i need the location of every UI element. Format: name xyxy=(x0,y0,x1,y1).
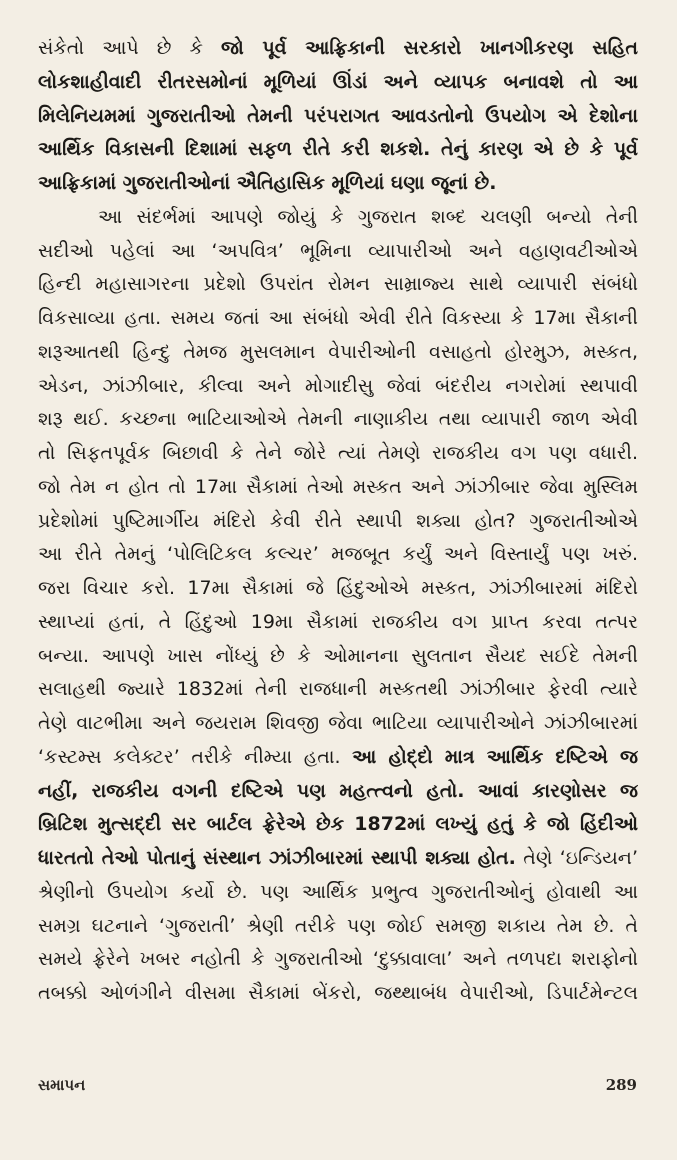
text-segment-bold: આ હોદ્દો માત્ર આર્થિક દષ્ટિએ જ xyxy=(352,745,638,768)
text-line: આ રીતે તેમનું ‘પોલિટિકલ કલ્ચર’ મજબૂત કર્યું અને વિસ્તાર્યું પણ ખરું. xyxy=(38,543,638,566)
text-line: વિકસાવ્યા હતા. સમય જતાં આ સંબંધો એવી રીતે વિકસ્યા કે 17મા સૈકાની xyxy=(38,307,638,329)
text-line: શ્રેણીનો ઉપયોગ કર્યો છે. પણ આર્થિક પ્રભુત્વ ગુજરાતીઓનું હોવાથી આ xyxy=(38,880,638,903)
running-footer-section: સમાપન xyxy=(38,1076,86,1094)
text-line: આ સંદર્ભમાં આપણે જોયું કે ગુજરાત શબ્દ ચલણી બન્યો તેની xyxy=(98,205,638,228)
text-line: બન્યા. આપણે ખાસ નોંધ્યું છે કે ઓમાનના સુલતાન સૈયદ સઈદે તેમની xyxy=(38,644,638,667)
text-line: હિન્દી મહાસાગરના પ્રદેશો ઉપરાંત રોમન સામ્રાજ્ય સાથે વ્યાપારી સંબંધો xyxy=(38,273,638,296)
text-segment: સંકેતો આપે છે કે xyxy=(38,37,222,59)
text-segment: ‘કસ્ટમ્સ કલેક્ટર’ તરીકે નીમ્યા હતા. xyxy=(38,745,353,768)
text-segment-bold: જો પૂર્વ આફ્રિકાની સરકારો ખાનગીકરણ સહિત xyxy=(221,37,638,59)
text-line: મિલેનિયમમાં ગુજરાતીઓ તેમની પરંપરાગત આવડતોનો ઉપયોગ એ દેશોના xyxy=(38,104,638,127)
text-line: આર્થિક વિકાસની દિશામાં સફળ રીતે કરી શકશે. તેનું કારણ એ છે કે પૂર્વ xyxy=(38,138,638,161)
text-line: શરૂઆતથી હિન્દુ તેમજ મુસલમાન વેપારીઓની વસાહતો હોરમુઝ, મસ્કત, xyxy=(38,340,638,363)
text-line: લોકશાહીવાદી રીતરસમોનાં મૂળિયાં ઊંડાં અને વ્યાપક બનાવશે તો આ xyxy=(38,70,638,93)
text-line: જરા વિચાર કરો. 17મા સૈકામાં જે હિંદુઓએ મસ્કત, ઝાંઝીબારમાં મંદિરો xyxy=(38,577,638,599)
page-number: 289 xyxy=(605,1076,637,1094)
text-line: પ્રદેશોમાં પુષ્ટિમાર્ગીય મંદિરો કેવી રીતે સ્થાપી શક્યા હોત? ગુજરાતીઓએ xyxy=(38,509,638,532)
text-line xyxy=(38,842,638,876)
text-line: સ્થાપ્યાં હતાં, તે હિંદુઓ 19મા સૈકામાં રાજકીય વગ પ્રાપ્ત કરવા તત્પર xyxy=(38,610,638,633)
text-line: તબક્કો ઓળંગીને વીસમા સૈકામાં બેંકરો, જથ્થાબંધ વેપારીઓ, ડિપાર્ટમેન્ટલ xyxy=(38,982,638,1004)
text-line xyxy=(38,741,638,775)
text-line: તેણે વાટભીમા અને જયરામ શિવજી જેવા ભાટિયા વ્યાપારીઓને ઝાંઝીબારમાં xyxy=(38,712,638,734)
text-line: નહીં, રાજકીય વગની દષ્ટિએ પણ મહત્ત્વનો હતો. આવાં કારણોસર જ xyxy=(38,779,638,802)
text-line: શરૂ થઈ. કચ્છના ભાટિયાઓએ તેમની નાણાકીય તથા વ્યાપારી જાળ એવી xyxy=(38,408,638,431)
text-line: એડન, ઝાંઝીબાર, કીલ્વા અને મોગાદીસુ જેવાં બંદરીય નગરોમાં સ્થપાવી xyxy=(38,374,638,397)
text-line: સમગ્ર ઘટનાને ‘ગુજરાતી’ શ્રેણી તરીકે પણ જોઈ સમજી શકાય તેમ છે. તે xyxy=(38,914,638,937)
text-segment-bold: ધારતતો તેઓ પોતાનું સંસ્થાન ઝાંઝીબારમાં સ્થાપી શક્યા હોત. xyxy=(38,847,516,869)
text-line: જો તેમ ન હોત તો 17મા સૈકામાં તેઓ મસ્કત અને ઝાંઝીબાર જેવા મુસ્લિમ xyxy=(38,475,638,498)
text-line: બ્રિટિશ મુત્સદ્દી સર બાર્ટલ ફ્રેરેએ છેક 1872માં લખ્યું હતું કે જો હિંદીઓ xyxy=(38,813,638,836)
text-line: આફ્રિકામાં ગુજરાતીઓનાં ઐતિહાસિક મૂળિયાં ઘણા જૂનાં છે. xyxy=(38,172,497,194)
text-line: સદીઓ પહેલાં આ ‘અપવિત્ર’ ભૂમિના વ્યાપારીઓ અને વહાણવટીઓએ xyxy=(38,239,638,262)
text-segment: તેણે ‘ઇન્ડિયન’ xyxy=(515,847,638,869)
text-line xyxy=(38,32,638,66)
text-line: સલાહથી જ્યારે 1832માં તેની રાજધાની મસ્કતથી ઝાંઝીબાર ફેરવી ત્યારે xyxy=(38,678,638,701)
text-line: સમયે ફ્રેરેને ખબર નહોતી કે ગુજરાતીઓ ‘દુક્કાવાલા’ અને તળપદા શરાફોનો xyxy=(38,948,638,971)
body-text xyxy=(38,32,638,1042)
text-line: તો સિફતપૂર્વક બિછાવી કે તેને જોરે ત્યાં તેમણે રાજકીય વગ પણ વધારી. xyxy=(38,442,638,464)
